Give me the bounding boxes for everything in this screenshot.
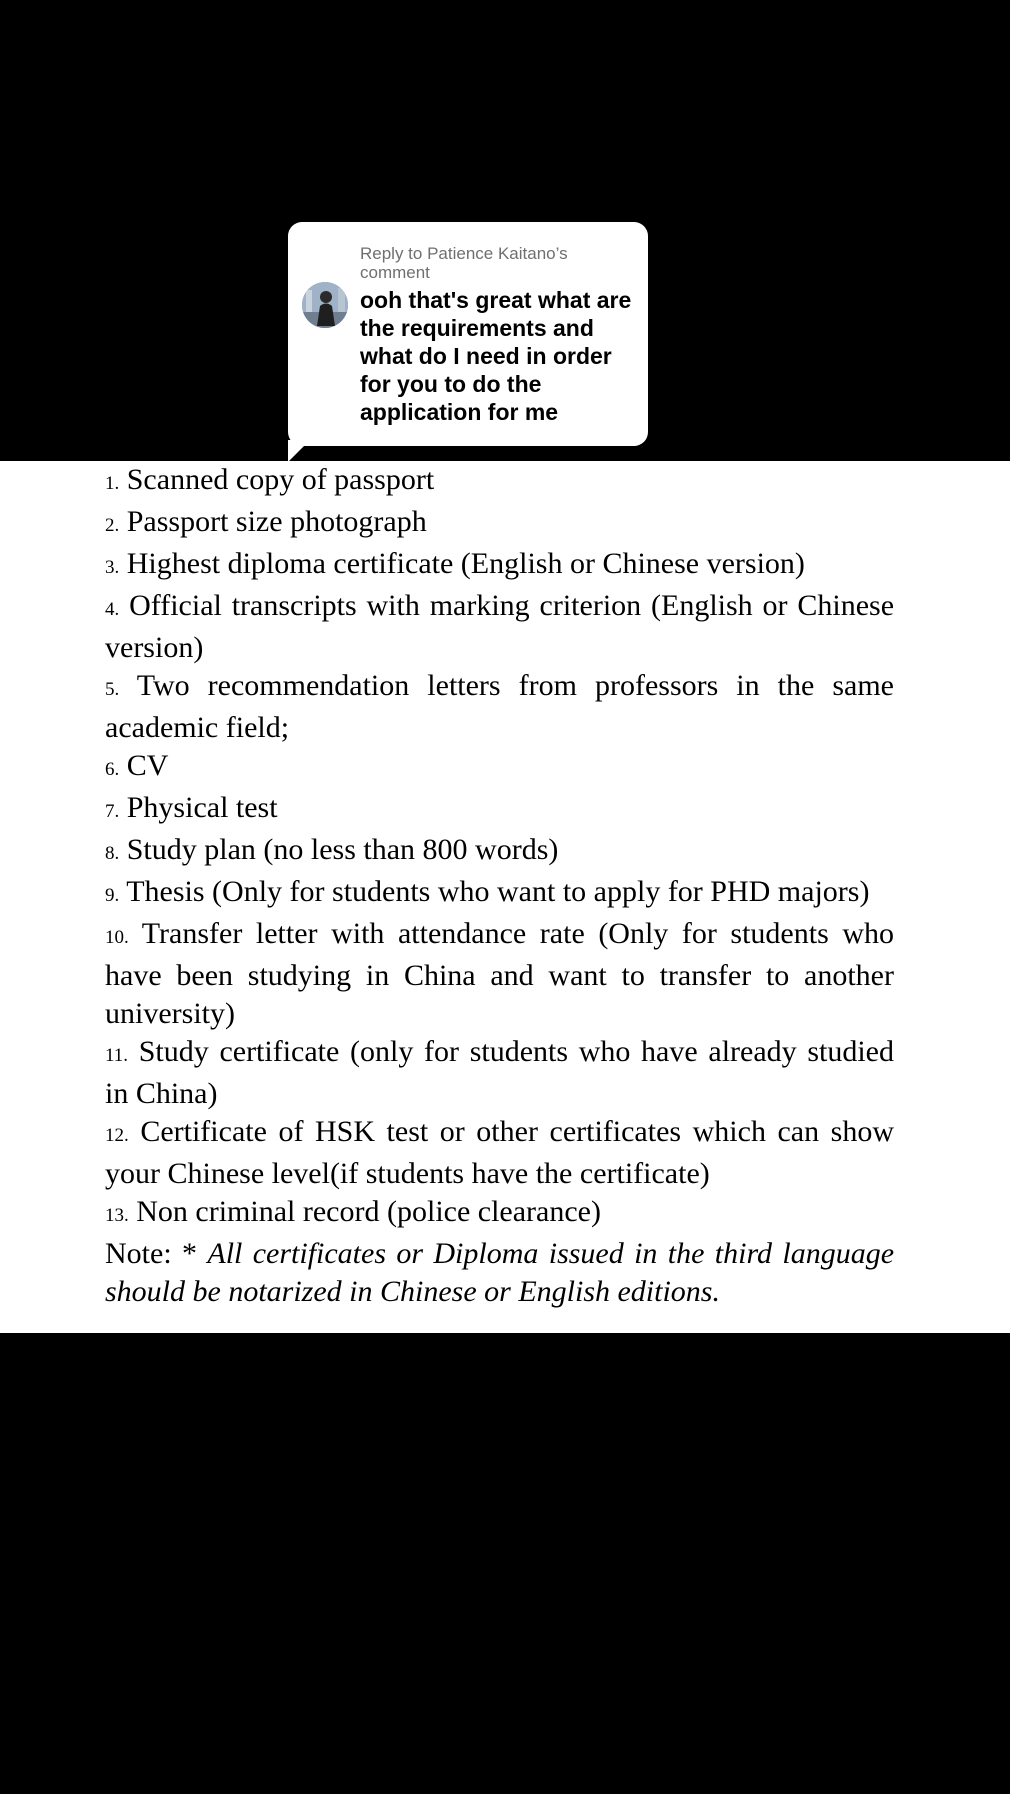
requirement-number: 4. — [105, 599, 120, 620]
requirement-text: Scanned copy of passport — [126, 463, 435, 496]
requirement-item — [105, 461, 894, 503]
requirement-text: Transfer letter with attendance rate (Only for students who have been studying in China and want to transfer to another university) — [105, 917, 894, 1030]
requirement-number: 5. — [105, 679, 120, 700]
avatar[interactable] — [302, 282, 348, 328]
requirement-item — [105, 587, 894, 667]
note-paragraph — [105, 1235, 894, 1311]
requirement-item — [105, 747, 894, 789]
requirement-item — [105, 1033, 894, 1113]
requirement-text: Study plan (no less than 800 words) — [126, 833, 559, 866]
requirement-text: Physical test — [126, 791, 278, 824]
requirement-number: 10. — [105, 927, 129, 948]
requirement-text: Official transcripts with marking criterion (English or Chinese version) — [105, 589, 895, 664]
reply-to-label: Reply to Patience Kaitano’s comment — [360, 244, 568, 282]
requirement-number: 7. — [105, 801, 120, 822]
requirement-text: Study certificate (only for students who have already studied in China) — [105, 1035, 894, 1110]
requirement-number: 1. — [105, 473, 120, 494]
requirements-document — [0, 461, 1010, 1333]
requirement-text: Certificate of HSK test or other certificates which can show your Chinese level(if students have the certificate) — [105, 1115, 895, 1190]
requirement-item — [105, 915, 894, 1033]
requirement-item — [105, 873, 894, 915]
requirement-item — [105, 667, 894, 747]
requirement-number: 11. — [105, 1045, 129, 1066]
requirement-text: Thesis (Only for students who want to apply for PHD majors) — [126, 875, 870, 908]
requirement-number: 12. — [105, 1125, 129, 1146]
requirement-number: 3. — [105, 557, 120, 578]
requirement-text: Two recommendation letters from professors in the same academic field; — [105, 669, 894, 744]
note-text: All certificates or Diploma issued in the third language should be notarized in Chinese or English editions. — [105, 1237, 895, 1308]
requirement-number: 9. — [105, 885, 120, 906]
requirement-item — [105, 545, 894, 587]
requirements-list — [105, 461, 894, 1311]
bubble-tail — [288, 440, 310, 462]
requirement-item — [105, 1113, 894, 1193]
requirement-text: Non criminal record (police clearance) — [136, 1195, 601, 1228]
requirement-item — [105, 503, 894, 545]
reply-comment-text: ooh that's great what are the requirements and what do I need in order for you to do the application for me — [360, 287, 632, 425]
requirement-number: 2. — [105, 515, 120, 536]
requirement-text: CV — [126, 749, 169, 782]
note-label: Note: * — [105, 1237, 198, 1270]
requirement-item — [105, 831, 894, 873]
requirement-number: 6. — [105, 759, 120, 780]
requirement-text: Highest diploma certificate (English or Chinese version) — [126, 547, 805, 580]
requirement-number: 8. — [105, 843, 120, 864]
requirement-text: Passport size photograph — [126, 505, 427, 538]
requirement-number: 13. — [105, 1205, 129, 1226]
requirement-item — [105, 789, 894, 831]
avatar-photo-icon — [302, 282, 348, 328]
comment-reply-bubble[interactable] — [288, 222, 648, 446]
requirement-item — [105, 1193, 894, 1235]
